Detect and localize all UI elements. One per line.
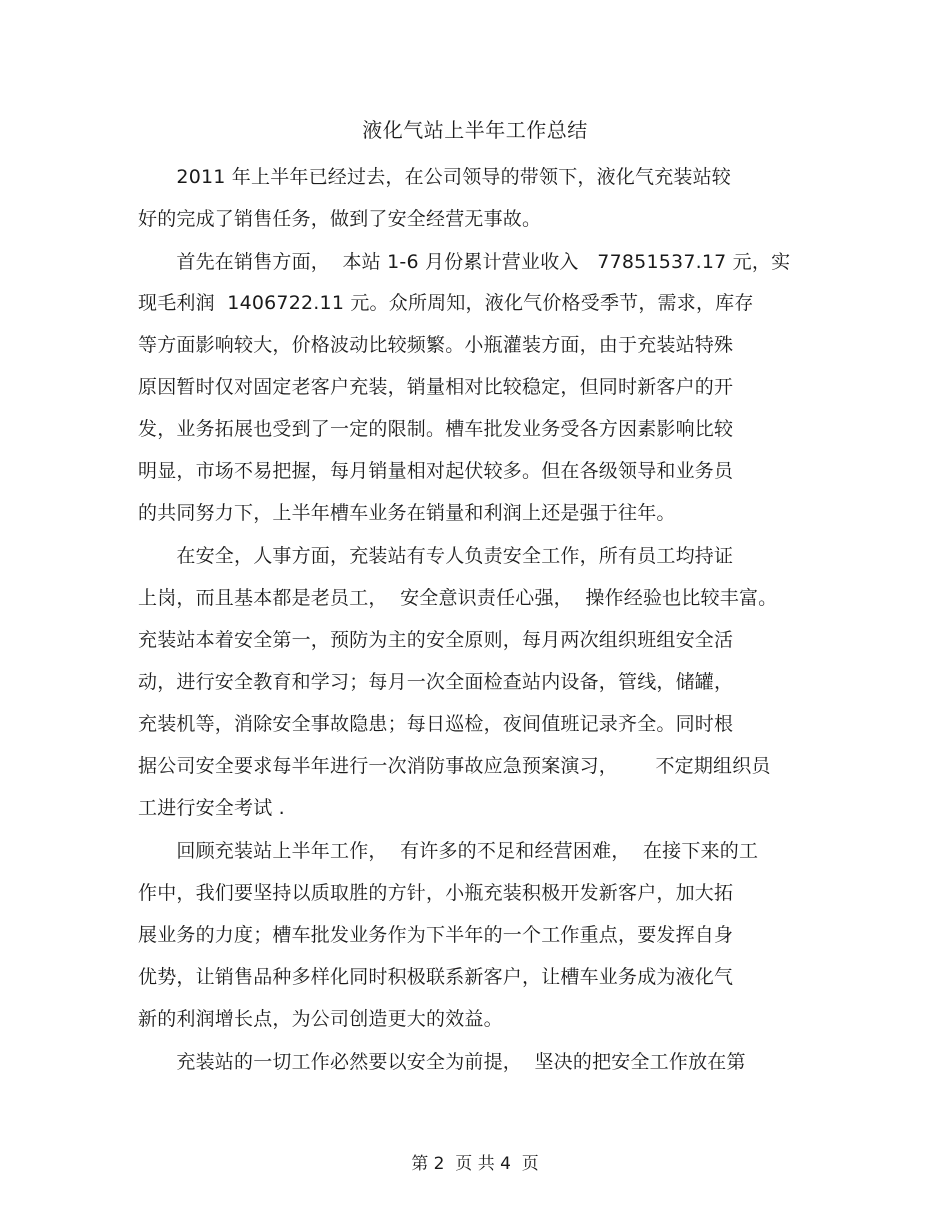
body-line: 动，进行安全教育和学习；每月一次全面检查站内设备，管线，储罐， [138, 671, 734, 693]
page-number: 第 2 页 共 4 页 [411, 1154, 539, 1174]
body-line: 据公司安全要求每半年进行一次消防事故应急预案演习， 不定期组织员 [138, 755, 771, 777]
body-line: 新的利润增长点，为公司创造更大的效益。 [138, 1008, 503, 1030]
body-line: 好的完成了销售任务，做到了安全经营无事故。 [138, 208, 542, 230]
body-line: 充装机等，消除安全事故隐患；每日巡检，夜间值班记录齐全。同时根 [138, 713, 734, 735]
body-line: 首先在销售方面， 本站 1-6 月份累计营业收入 77851537.17 元，实 [138, 251, 791, 273]
body-line: 2011 年上半年已经过去，在公司领导的带领下，液化气充装站较 [138, 166, 731, 188]
body-line: 的共同努力下，上半年槽车业务在销量和利润上还是强于往年。 [138, 502, 676, 524]
body-line: 工进行安全考试 . [138, 797, 285, 819]
body-line: 作中，我们要坚持以质取胜的方针，小瓶充装积极开发新客户，加大拓 [138, 882, 734, 904]
document-title: 液化气站上半年工作总结 [362, 118, 588, 142]
body-line: 原因暂时仅对固定老客户充装，销量相对比较稳定，但同时新客户的开 [138, 376, 734, 398]
body-line: 现毛利润 1406722.11 元。众所周知，液化气价格受季节，需求，库存 [138, 292, 754, 314]
body-line: 上岗，而且基本都是老员工， 安全意识责任心强， 操作经验也比较丰富。 [138, 587, 778, 609]
body-line: 充装站本着安全第一，预防为主的安全原则，每月两次组织班组安全活 [138, 629, 734, 651]
body-line: 展业务的力度；槽车批发业务作为下半年的一个工作重点，要发挥自身 [138, 924, 734, 946]
body-line: 充装站的一切工作必然要以安全为前提， 坚决的把安全工作放在第 [138, 1051, 746, 1073]
body-line: 优势，让销售品种多样化同时积极联系新客户，让槽车业务成为液化气 [138, 966, 734, 988]
body-line: 明显，市场不易把握，每月销量相对起伏较多。但在各级领导和业务员 [138, 460, 734, 482]
body-line: 在安全，人事方面，充装站有专人负责安全工作，所有员工均持证 [138, 545, 734, 567]
body-line: 发，业务拓展也受到了一定的限制。槽车批发业务受各方因素影响比较 [138, 418, 734, 440]
body-line: 回顾充装站上半年工作， 有许多的不足和经营困难， 在接下来的工 [138, 840, 759, 862]
body-line: 等方面影响较大，价格波动比较频繁。小瓶灌装方面，由于充装站特殊 [138, 334, 734, 356]
